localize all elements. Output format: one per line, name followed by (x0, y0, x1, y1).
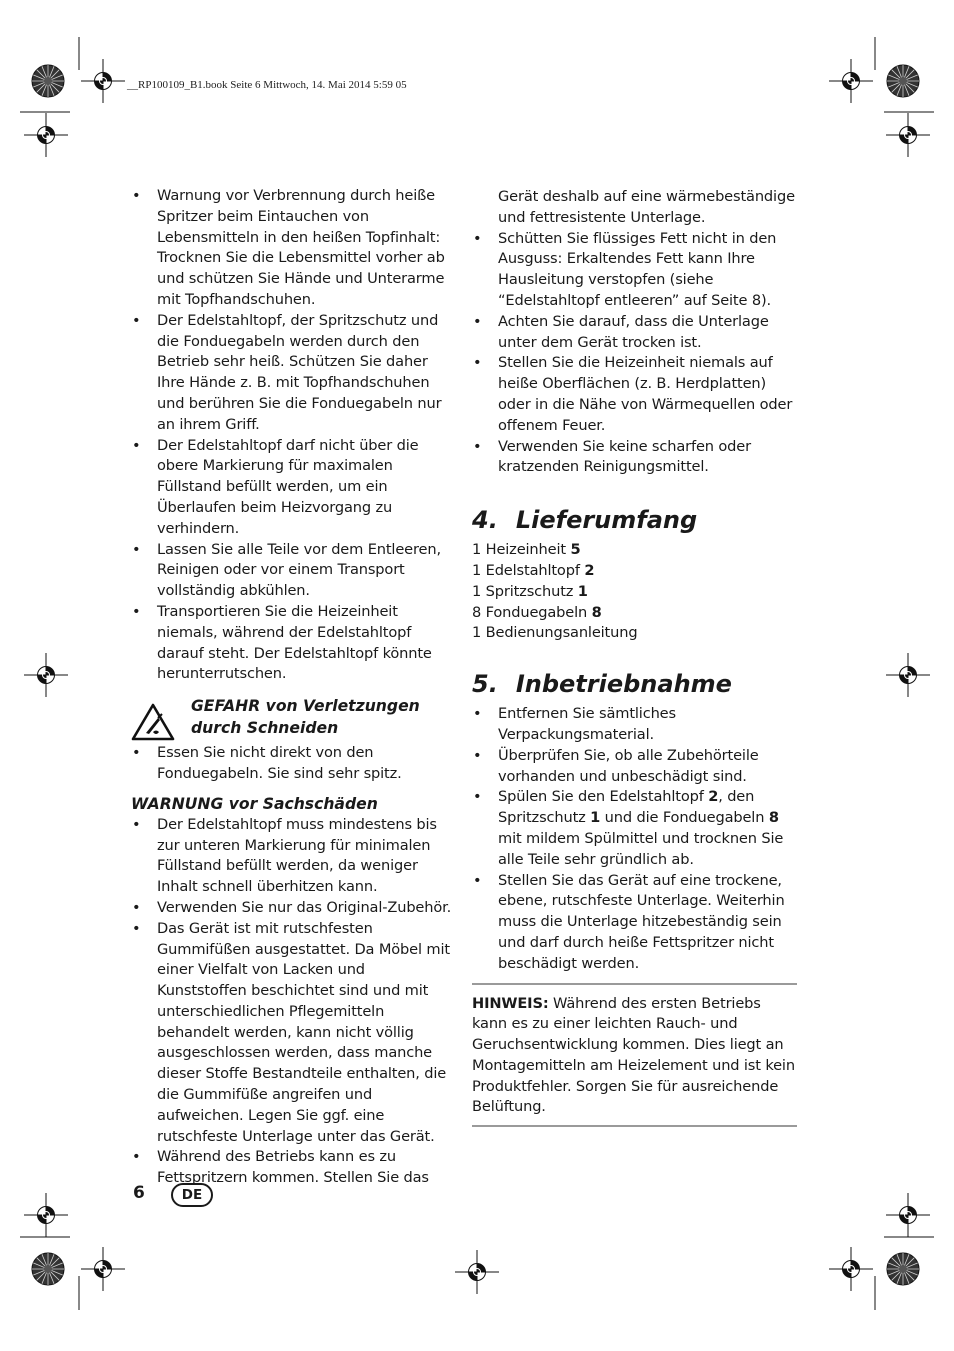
cut-hazard-warning-icon (131, 703, 175, 741)
note-label: HINWEIS: (472, 994, 549, 1012)
right-column (472, 187, 797, 1127)
list-item: • Lassen Sie alle Teile vor dem Entleeren, Reinigen oder vor einem Transport vollständig abkühlen. (131, 540, 457, 602)
list-item: • Achten Sie darauf, dass die Unterlage unter dem Gerät trocken ist. (472, 312, 797, 354)
section-number: 5. (472, 670, 498, 699)
list-item: • Schütten Sie flüssiges Fett nicht in den Ausguss: Erkaltendes Fett kann Ihre Hausleitung verstopfen (siehe “Edelstahltopf entleeren” auf Seite 8). (472, 229, 797, 312)
section-heading-setup (472, 669, 797, 699)
list-item: • Stellen Sie die Heizeinheit niemals auf heiße Oberflächen (z. B. Herdplatten) oder in die Nähe von Wärmequellen oder offenem Feuer. (472, 353, 797, 436)
list-item: 1 Spritzschutz 1 (472, 582, 588, 600)
list-item: • Warnung vor Verbrennung durch heiße Spritzer beim Eintauchen von Lebensmitteln in den heißen Topfinhalt: Trocknen Sie die Lebensmittel vorher ab und schützen Sie Hände und Unterarme mit Topfhandschuhen. (131, 186, 457, 311)
note-text: Während des ersten Betriebs kann es zu einer leichten Rauch- und Geruchsentwicklung kommen. Dies liegt an Montagemitteln am Heizelement und ist kein Produktfehler. Sorgen Sie für ausreichende Belüftung. (472, 994, 795, 1116)
list-item: • Verwenden Sie nur das Original-Zubehör. (131, 898, 457, 919)
safety-bullet-list (131, 186, 457, 685)
list-item: • Entfernen Sie sämtliches Verpackungsmaterial. (472, 704, 797, 746)
delivery-list (472, 540, 797, 644)
list-item: 1 Edelstahltopf 2 (472, 561, 595, 579)
setup-bullet-list (472, 704, 797, 974)
section-title: Lieferumfang (515, 506, 698, 535)
list-item: • Das Gerät ist mit rutschfesten Gummifüßen ausgestattet. Da Möbel mit einer Vielfalt von Lacken und Kunststoffen beschichtet sind und mit unterschiedlichen Pflegemitteln behandelt werden, kann nicht völlig ausgeschlossen werden, dass manche dieser Stoffe Bestandteile enthalten, die die Gummifüße angreifen und aufweichen. Legen Sie ggf. eine rutschfeste Unterlage unter das Gerät. (131, 919, 457, 1148)
continued-bullet-text: Gerät deshalb auf eine wärmebeständige und fettresistente Unterlage. (498, 188, 795, 226)
danger-notice (131, 695, 457, 743)
section-heading-scope-of-delivery (472, 505, 797, 535)
list-item: • Der Edelstahltopf muss mindestens bis zur unteren Markierung für minimalen Füllstand befüllt werden, da weniger Inhalt schnell überhitzen kann. (131, 815, 457, 898)
warning-title: WARNUNG vor Sachschäden (131, 794, 378, 813)
section-number: 4. (472, 506, 498, 535)
list-item: • Während des Betriebs kann es zu Fettspritzern kommen. Stellen Sie das (131, 1147, 457, 1189)
section-title: Inbetriebnahme (515, 670, 732, 699)
danger-title-line-2: durch Schneiden (191, 719, 339, 738)
list-item: • Überprüfen Sie, ob alle Zubehörteile vorhanden und unbeschädigt sind. (472, 746, 797, 788)
list-item: 8 Fonduegabeln 8 (472, 603, 602, 621)
left-column (131, 186, 457, 1189)
danger-title (191, 695, 457, 739)
list-item: 1 Heizeinheit 5 (472, 541, 581, 559)
list-item: 1 Bedienungsanleitung (472, 624, 638, 642)
list-item: • Der Edelstahltopf, der Spritzschutz und die Fonduegabeln werden durch den Betrieb sehr heiß. Schützen Sie daher Ihre Hände z. B. mit Topfhandschuhen und berühren Sie die Fonduegabeln nur an ihrem Griff. (131, 311, 457, 436)
print-header: __RP100109_B1.book Seite 6 Mittwoch, 14. Mai 2014 5:59 05 (127, 79, 407, 91)
note-box (472, 983, 797, 1128)
safety-bullet-list-continued (472, 229, 797, 479)
list-item: • Essen Sie nicht direkt von den Fonduegabeln. Sie sind sehr spitz. (131, 743, 457, 785)
danger-title-line-1: GEFAHR von Verletzungen (191, 697, 420, 716)
list-item: • Stellen Sie das Gerät auf eine trockene, ebene, rutschfeste Unterlage. Weiterhin muss die Unterlage hitzebeständig sein und darf durch heiße Fettspritzer nicht beschädigt werden. (472, 871, 797, 975)
list-item: • Transportieren Sie die Heizeinheit niemals, während der Edelstahltopf darauf steht. Der Edelstahltopf könnte herunterrutschen. (131, 602, 457, 685)
list-item: • Verwenden Sie keine scharfen oder kratzenden Reinigungsmittel. (472, 437, 797, 479)
language-badge: DE (171, 1183, 213, 1207)
page-number: 6 (133, 1183, 145, 1203)
list-item: • Der Edelstahltopf darf nicht über die obere Markierung für maximalen Füllstand befüllt werden, um ein Überlaufen beim Heizvorgang zu verhindern. (131, 436, 457, 540)
danger-bullet-list (131, 743, 457, 785)
list-item: • Spülen Sie den Edelstahltopf 2, den Spritzschutz 1 und die Fonduegabeln 8 mit mildem Spülmittel und trocknen Sie alle Teile sehr gründlich ab. (472, 787, 797, 870)
warning-bullet-list (131, 815, 457, 1189)
